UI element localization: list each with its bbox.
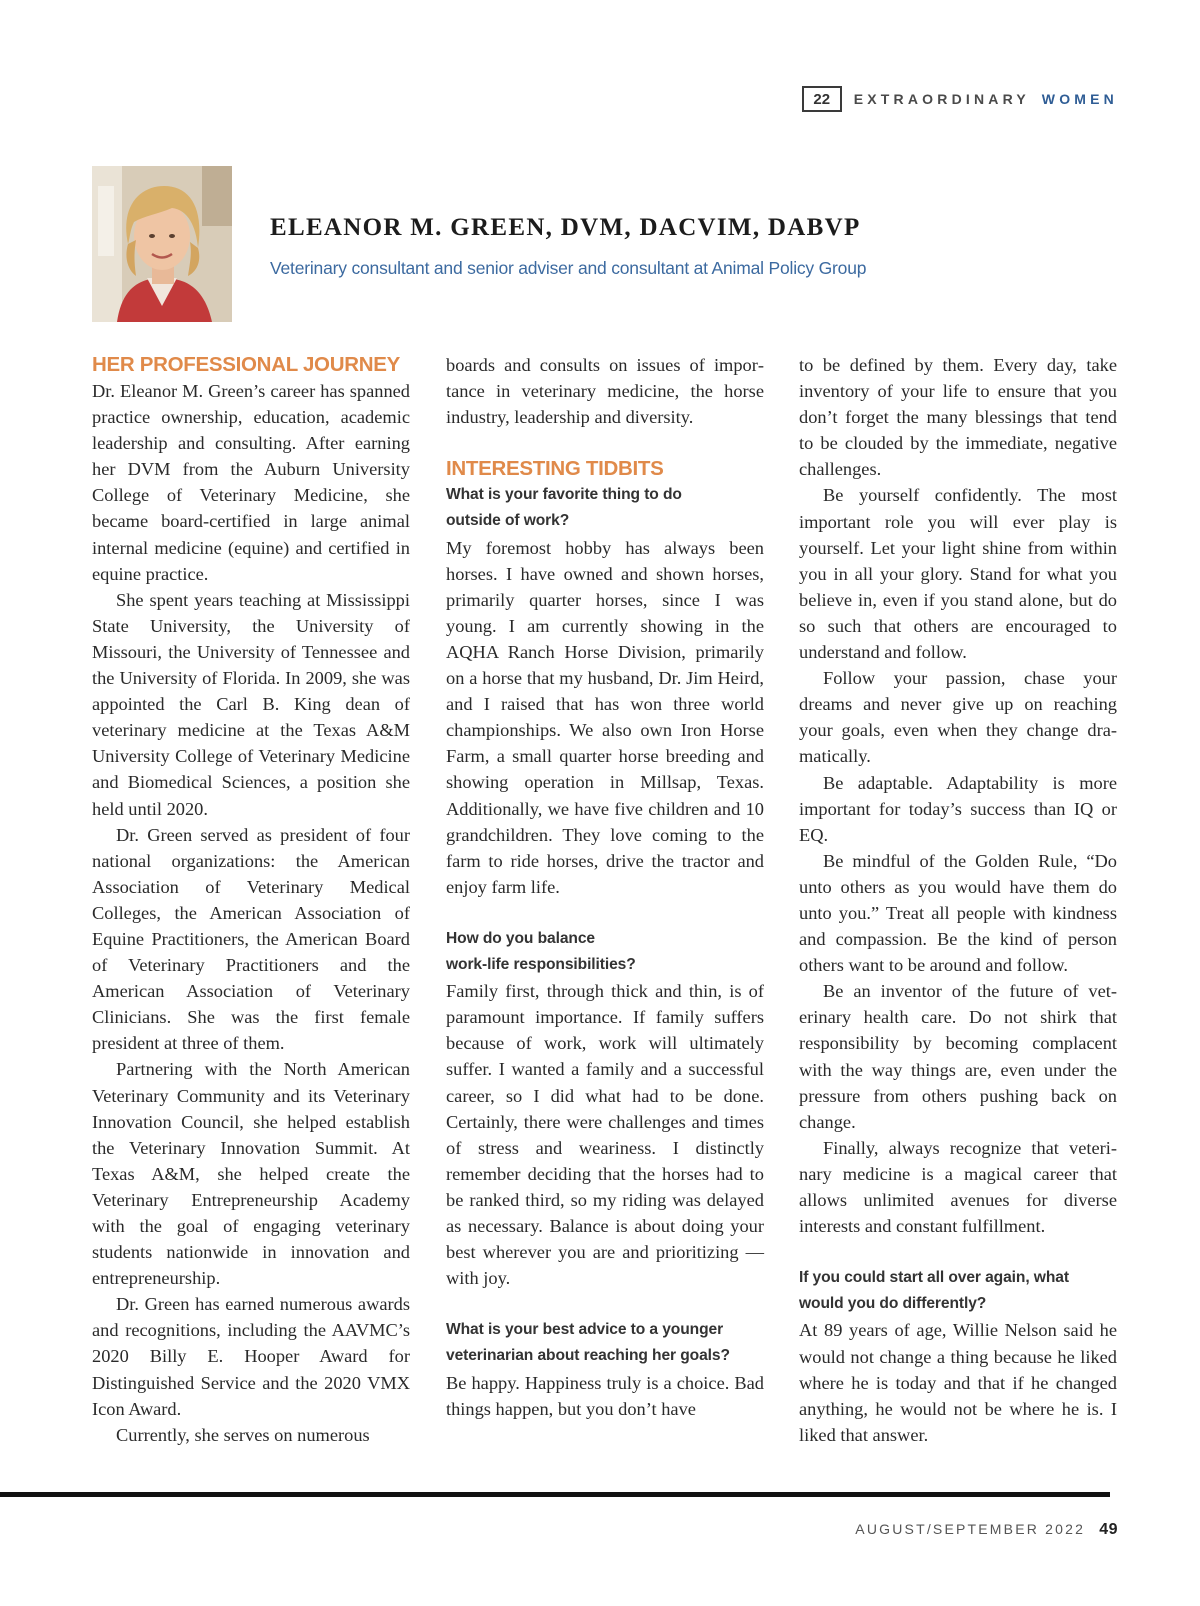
question-favorite-thing-line-2: outside of work? [446,512,570,530]
question-best-advice-line-2: veterinarian about reaching her goals? [446,1347,730,1365]
section-page-box: 22 [802,86,842,112]
heading-interesting-tidbits: INTERESTING TIDBITS [446,457,664,481]
profile-photo [92,166,232,322]
section-title [854,91,1118,107]
issue-date: AUGUST/SEPTEMBER 2022 [855,1521,1086,1537]
spacer [446,1291,764,1317]
profile-role: Veterinary consultant and senior adviser and consultant at Animal Policy Group [270,258,867,278]
question-work-life-line-2: work-life responsibilities? [446,956,636,974]
portrait-illustration [92,166,232,322]
journey-paragraph-2: She spent years teaching at Mississippi State University, the University of Missouri, the University of Tennessee and the University of Florida. In 2009, she was appointed the Carl B. King dean of veterinary medicine at the Texas A&M University College of Veterinary Medicine and Biomedical Sciences, a position she held until 2020. [92,589,410,819]
advice-paragraph-2: Be yourself confidently. The most important role you will ever play is yourself. Let your light shine from within you in all your glory. Stand for what you believe in, even if you stand alone, but do so such that others are encouraged to understand and follow. [799,485,1117,663]
heading-professional-journey: HER PROFESSIONAL JOURNEY [92,353,400,376]
advice-paragraph-4: Be adaptable. Adaptability is more important for today’s success than IQ or EQ. [799,772,1117,845]
page-footer [855,1521,1118,1539]
column-2 [446,352,764,1422]
spacer [446,430,764,456]
column-3 [799,352,1117,1448]
answer-best-advice: Be happy. Happiness truly is a choice. Bad things happen, but you don’t have [446,1372,764,1419]
column-1 [92,352,410,1448]
advice-paragraph-5: Be mindful of the Golden Rule, “Do unto others as you would have them do unto you.” Treat all people with kindness and compassion. Be the kind of person others want to be around and follow. [799,850,1117,976]
question-work-life-line-1: How do you balance [446,929,595,947]
journey-paragraph-4: Partnering with the North American Veterinary Community and its Veterinary Innovation Council, she helped establish the Veterinary Innovation Summit. At Texas A&M, she helped create the Veterinary Entrepreneurship Academy with the goal of engaging veterinary students nationwide in innovation and entrepreneurship. [92,1059,410,1289]
advice-paragraph-7: Finally, always recognize that veterinary medicine is a magical career that allows unlimited avenues for diverse interests and constant fulfillment. [799,1137,1117,1237]
advice-paragraph-6: Be an inventor of the future of veterinary health care. Do not shirk that responsibility by becoming complacent with the way things are, even under the pressure from others pushing back on change. [799,981,1117,1132]
profile-name: ELEANOR M. GREEN, DVM, DACVIM, DABVP [270,214,861,241]
spacer [446,900,764,926]
question-start-over-line-1: If you could start all over again, what [799,1269,1069,1287]
journey-paragraph-continued: boards and consults on issues of importance in veterinary medicine, the horse industry, leadership and diversity. [446,355,764,428]
bottom-divider [0,1492,1110,1497]
answer-work-life: Family first, through thick and thin, is of paramount importance. If family suffers because of work, work will ultimately suffer. I wanted a family and a successful career, so I did what had to be done. Certainly, there were challenges and times of stress and weariness. I distinctly remember deciding that the horses had to be ranked third, so my riding was delayed as necessary. Balance is about doing your best wherever you are and prioritizing — with joy. [446,981,764,1289]
question-best-advice-line-1: What is your best advice to a younger [446,1321,724,1339]
spacer [799,1239,1117,1265]
journey-paragraph-3: Dr. Green served as president of four national organizations: the American Association of Veterinary Medical Colleges, the American Association of Equine Practitioners, the American Board of Veterinary Practitioners and the American Association of Veterinary Clinicians. She was the first female president at three of them. [92,824,410,1054]
section-header [802,86,1118,112]
section-title-accent: WOMEN [1041,91,1118,107]
page-number: 49 [1099,1521,1118,1538]
question-favorite-thing-line-1: What is your favorite thing to do [446,486,682,504]
answer-favorite-thing: My foremost hobby has always been horses. I have owned and shown horses, primarily quarter horses, since I was young. I am currently showing in the AQHA Ranch Horse Division, primarily on a horse that my husband, Dr. Jim Heird, and I raised that has won three world championships. We also own Iron Horse Farm, a small quarter horse breeding and showing operation in Millsap, Texas. Additionally, we have five children and 10 grandchildren. They love coming to the farm to ride horses, drive the tractor and enjoy farm life. [446,537,764,897]
advice-paragraph-1: to be defined by them. Every day, take inventory of your life to ensure that you don’t forget the many blessings that tend to be clouded by the immediate, negative challenges. [799,355,1117,480]
journey-paragraph-5: Dr. Green has earned numerous awards and recognitions, including the AAVMC’s 2020 Billy E. Hooper Award for Distinguished Service and the 2020 VMX Icon Award. [92,1294,410,1419]
question-start-over-line-2: would you do differently? [799,1295,987,1313]
journey-paragraph-1: Dr. Eleanor M. Green’s career has spanned practice ownership, education, academic leadership and consulting. After earning her DVM from the Auburn University College of Veterinary Medicine, she became board-certified in large animal internal medicine (equine) and certified in equine practice. [92,381,410,584]
answer-start-over: At 89 years of age, Willie Nelson said he would not change a thing because he liked where he is today and that if he changed anything, he would not be where he is. I liked that answer. [799,1320,1117,1445]
section-title-main: EXTRAORDINARY [853,91,1030,107]
journey-paragraph-6: Currently, she serves on numerous [116,1424,370,1445]
advice-paragraph-3: Follow your passion, chase your dreams and never give up on reaching your goals, even when they change dramatically. [799,668,1117,767]
